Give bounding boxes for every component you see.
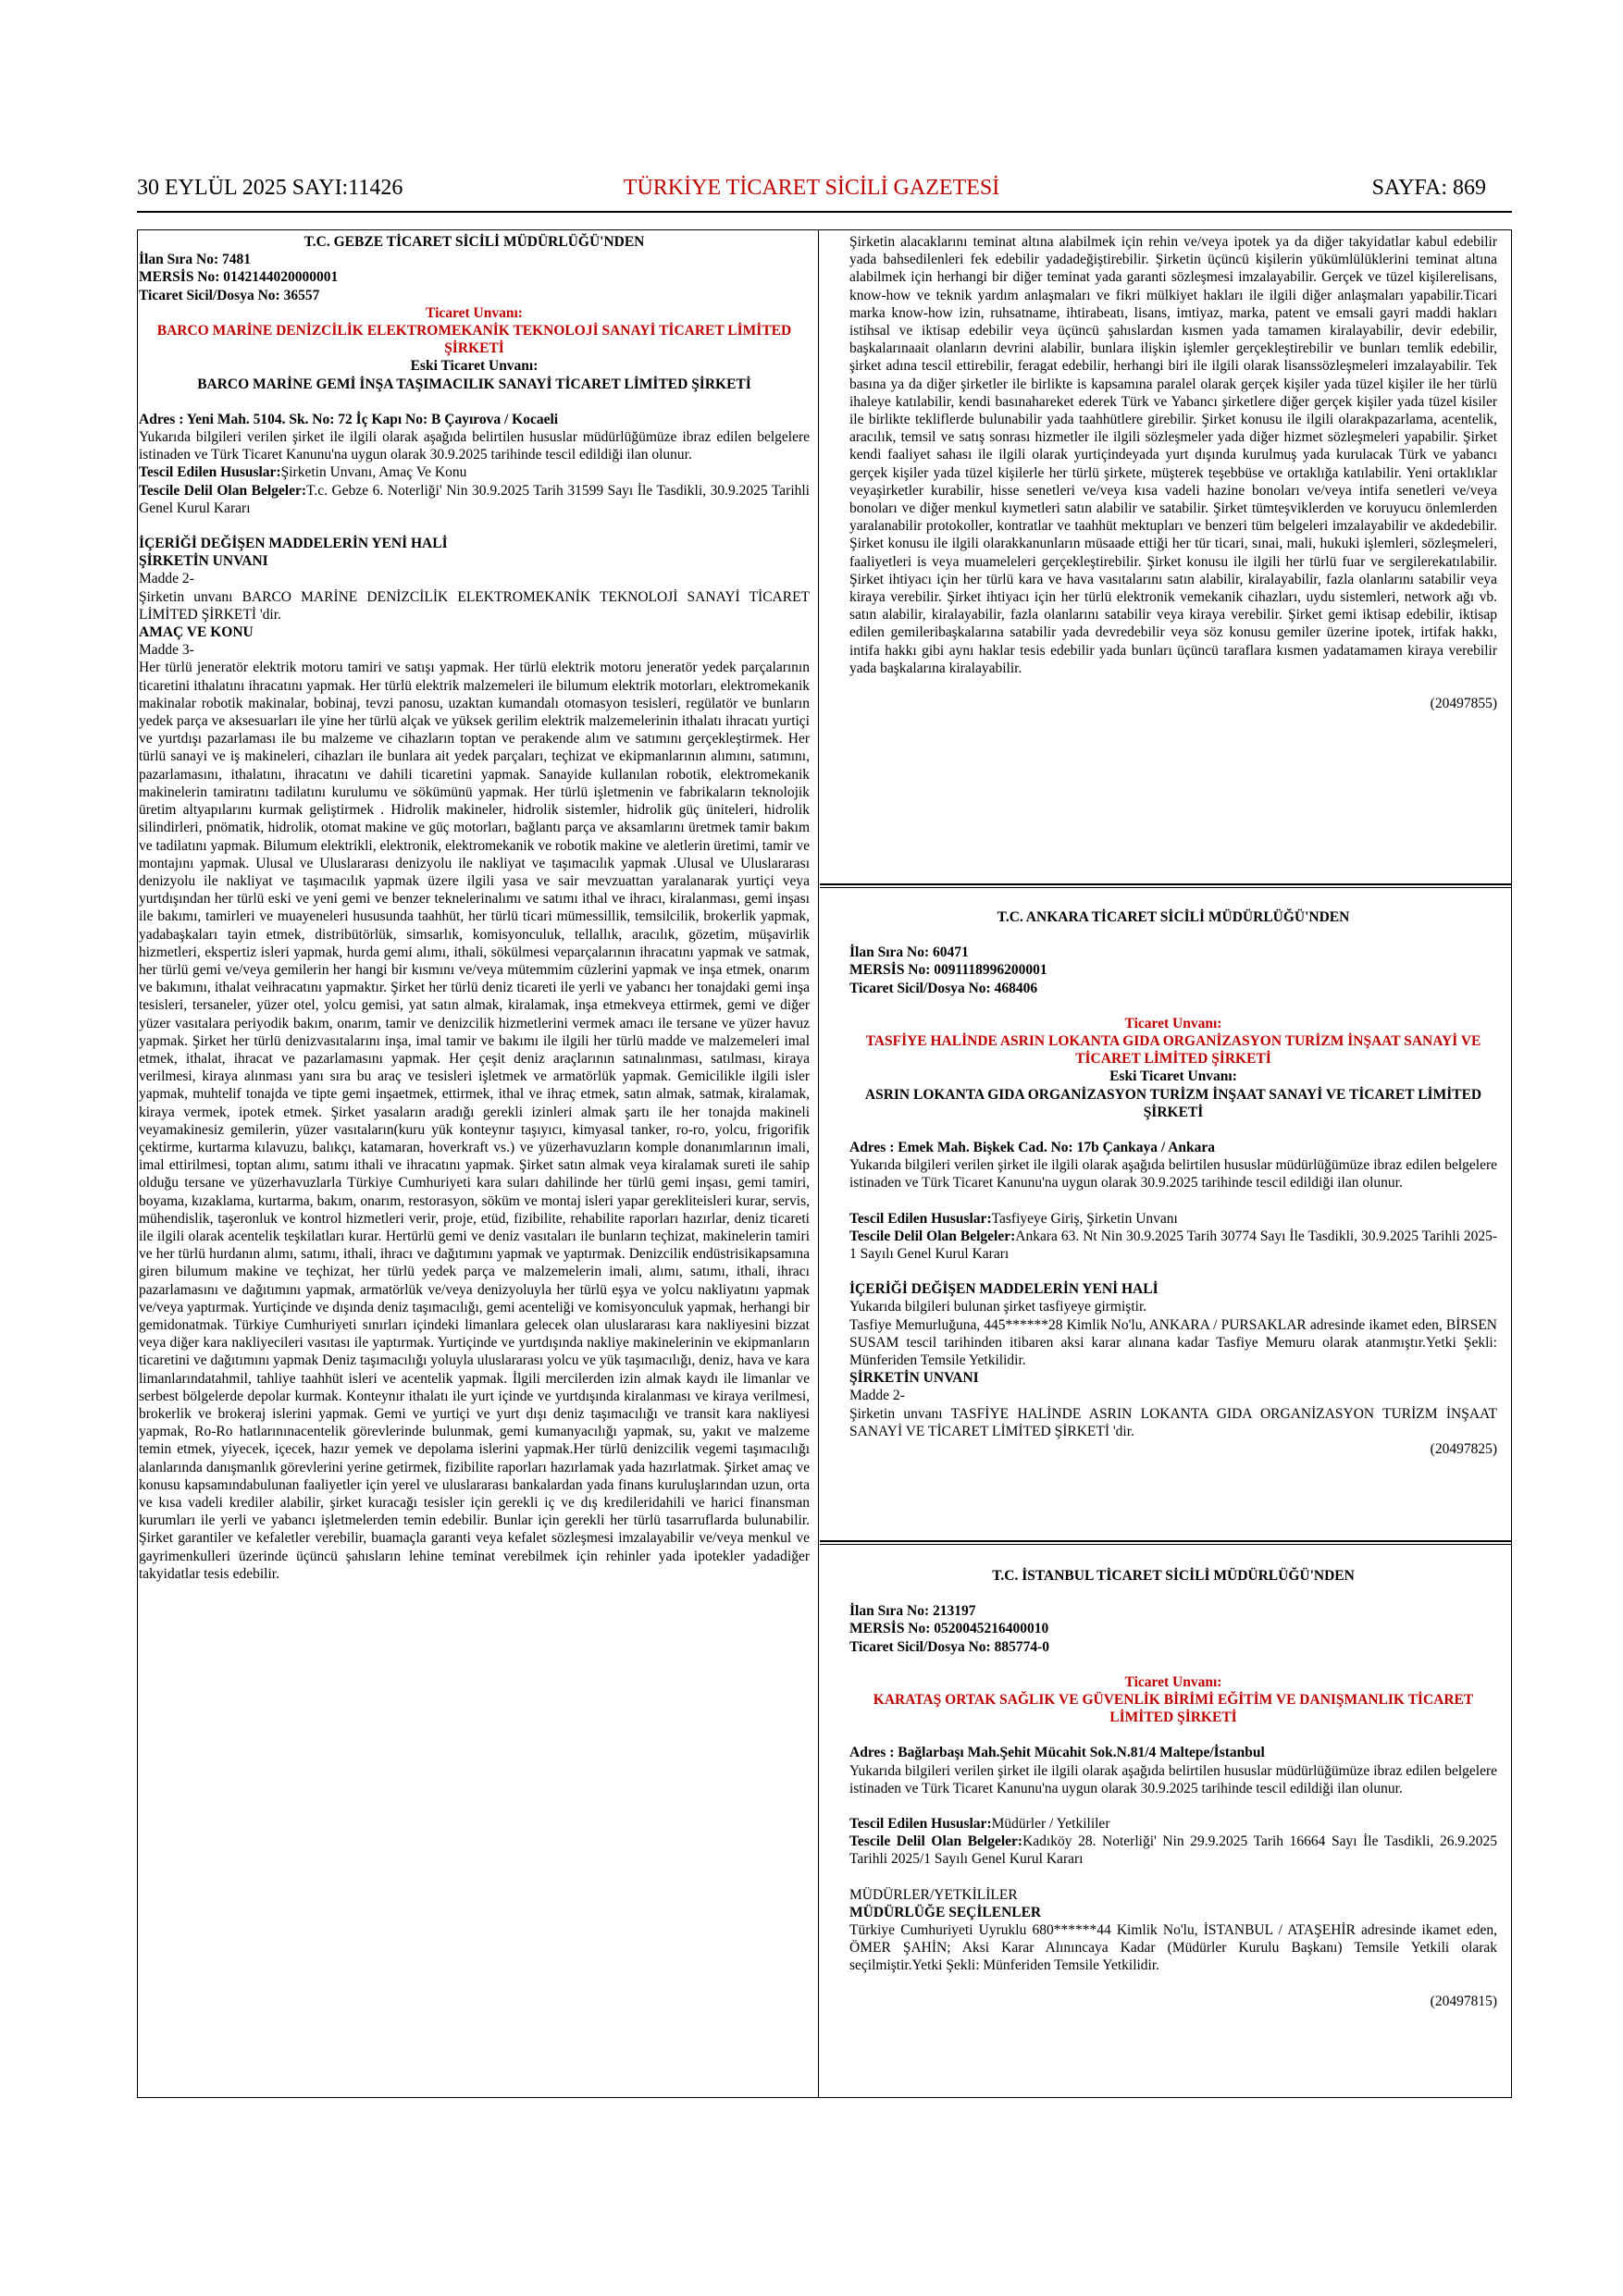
belge-label: Tescile Delil Olan Belgeler: bbox=[849, 1228, 1016, 1244]
madde-2: Madde 2- bbox=[849, 1388, 905, 1404]
gazette-title: TÜRKİYE TİCARET SİCİLİ GAZETESİ bbox=[623, 176, 1000, 200]
unvan-label: Ticaret Unvanı: bbox=[1124, 1673, 1222, 1690]
liquidation-line: Yukarıda bilgileri bulunan şirket tasfiyeye girmiştir. bbox=[849, 1299, 1147, 1315]
notice-ref: (20497815) bbox=[1430, 1993, 1497, 2009]
unvan-label: Ticaret Unvanı: bbox=[426, 304, 523, 321]
manager-text: Türkiye Cumhuriyeti Uyruklu 680******44 Kimlik No'lu, İSTANBUL / ATAŞEHİR adresinde ikamet eden, ÖMER ŞAHİN; Aksi Karar Alınıncaya Kadar (Müdürler Kurulu Başkanı) Temsile Yetkili olarak seçilmiştir.Yetki Şekli: Münferiden Temsile Yetkilidir. bbox=[849, 1922, 1497, 1974]
sicil-no: Ticaret Sicil/Dosya No: 468406 bbox=[849, 980, 1038, 996]
old-name-label: Eski Ticaret Unvanı: bbox=[410, 358, 539, 375]
mersis-no: MERSİS No: 0091118996200001 bbox=[849, 962, 1047, 979]
elected-heading: MÜDÜRLÜĞE SEÇİLENLER bbox=[849, 1904, 1042, 1920]
company-name: BARCO MARİNE DENİZCİLİK ELEKTROMEKANİK TEKNOLOJİ SANAYİ TİCARET LİMİTED ŞİRKETİ bbox=[156, 323, 792, 357]
page-number: SAYFA: 869 bbox=[1371, 176, 1486, 200]
liquidator-line: Tasfiye Memurluğuna, 445******28 Kimlik No'lu, ANKARA / PURSAKLAR adresinde ikamet eden, BİRSEN SUSAM tescil tarihinden itibaren aksi karar alınana kadar Tasfiye Memuru olarak atanmıştır.Yetki Şekli: Münferiden Temsile Yetkilidir. bbox=[849, 1316, 1497, 1369]
notice-ref: (20497855) bbox=[1430, 696, 1497, 712]
madde-2-text: Şirketin unvanı BARCO MARİNE DENİZCİLİK ELEKTROMEKANİK TEKNOLOJİ SANAYİ TİCARET LİMİTED ŞİRKETİ 'dir. bbox=[139, 588, 810, 623]
notice-separator bbox=[820, 883, 1512, 885]
belge-value: Kadıköy 28. Noterliği' Nin 29.9.2025 Tarih 16664 Sayı İle Tasdikli, 26.9.2025 Tarihli 2025/1 Sayılı Genel Kurul Kararı bbox=[849, 1833, 1497, 1868]
madde-3-continued: Şirketin alacaklarını teminat altına alabilmek için rehin ve/veya ipotek ya da diğer takyidatlar kabul edebilir yada bahsedilenleri fek edebilir yadadeğiştirebilir. Şirketin üçüncü kişilerin yükümlülüklerini teminat altına alabilmek için herhangi bir diğer teminat yada garanti sözleşmesi imzalayabilir. Gerçek ve tüzel kişilerelisans, know-how ve teknik yardım anlaşmaları ve fikri mülkiyet hakları ile ilgili diğer anlaşmaları yapabilir.Ticari marka know-how izin, ruhsatname, ihtirabeatı, lisans, imtiyaz, marka, patent ve emsali gayri maddi hakları istihsal ve iktisap edebilir veya üçüncü şahıslardan kısmen yada tamamen kiralayabilir, devir edebilir, başkalarınaait olanların devrini alabilir, bunlara ilişkin işlemler gerçekleştirebilir ve bunları temlik edebilir, şirket adına tescil ettirebilir, feragat edebilir, herhangi biri ile ilgili olarak lisanssözleşmeleri imzalayabilir. Tek basına ya da diğer şirketler ile birlikte is kapsamına paralel olarak gerçek kişiler yada tüzel kişiler ile her türlü ihaleye katılabilir, kendi basınahareket ederek Türk ve Yabancı şirketlere diğer gerçek kişiler yada tüzel kisiler ile birlikte tekliflerde bulunabilir yada taahhütlere girebilir. Şirket konusu ile ilgili olarakpazarlama, acentelik, aracılık, temsil ve satış sonrası hizmetler ile ilgili sözleşmeler yada diğer hizmet sözleşmeleri yapabilir. Şirket kendi faaliyet sahası ile ilgili olarak yurtiçindeyada yurt dışında kurulmuş yada kurulacak Türk ve yabancı gerçek kişiler yada tüzel kişilerle her türlü şirkete, müşterek teşebbüse ve ortaklığa katılabilir. Yeni ortaklıklar veyaşirketler kurabilir, hisse senetleri ve/veya kısa vadeli hazine bonoları ve/veya intifa senetleri ve/veya bonoları ve diğer menkul kıymetleri satın alabilir ve satabilir. Şirket tümteşviklerden ve koruyucu önlemlerden yaralanabilir protokoller, kontratlar ve taahhüt mektupları ve benzeri tüm belgeleri imzalayabilir ve akdedebilir. Şirket konusu ile ilgili olarakkanunların müsaade ettiği her tür ticari, sınai, mali, hukuki işlemleri, sözleşmeleri, faaliyetleri is veya muameleleri gerçekleştirebilir. Şirket konusu ile ilgili her türlü fuar ve sergilerekatılabilir. Şirket ihtiyacı için her türlü kara ve hava vasıtalarını satın alabilir, kiralayabilir, fazla olanlarını satabilir veya kiraya verebilir. Şirket ihtiyacı için her türlü elektronik vemekanik cihazları, uydu sistemleri, network ağı vb. satın alabilir, kiralayabilir, fazla olanlarını satabilir veya kiraya verebilir. Şirket gemi iktisap edebilir, iktisap edilen gemileribaşkalarına satabilir yada devredebilir veya söz konusu gemiler üzerine ipotek, irtifak hakkı, intifa hakkı gibi aynı haklar tesis edebilir yada bunları üçüncü taraflara kısmen yadatamamen kiraya verebilir yada başkalarına kiralayabilir. bbox=[849, 234, 1497, 676]
old-company-name: ASRIN LOKANTA GIDA ORGANİZASYON TURİZM İNŞAAT SANAYİ VE TİCARET LİMİTED ŞİRKETİ bbox=[864, 1086, 1482, 1120]
sicil-no: Ticaret Sicil/Dosya No: 885774-0 bbox=[849, 1638, 1049, 1655]
ilan-no: İlan Sıra No: 213197 bbox=[849, 1603, 976, 1620]
intro-text: Yukarıda bilgileri verilen şirket ile ilgili olarak aşağıda belirtilen hususlar müdürlüğümüze ibraz edilen belgelere istinaden ve Türk Ticaret Kanunu'na uygun olarak 30.9.2025 tarihinde tescil edildiği ilan olunur. bbox=[849, 1762, 1497, 1796]
column-divider bbox=[818, 229, 819, 2098]
mersis-no: MERSİS No: 0142144020000001 bbox=[139, 269, 339, 286]
tescil-value: Müdürler / Yetkililer bbox=[991, 1816, 1110, 1833]
tescil-value: Tasfiyeye Giriş, Şirketin Unvanı bbox=[991, 1210, 1178, 1227]
notice-istanbul bbox=[849, 1567, 1497, 2010]
issue-date: 30 EYLÜL 2025 SAYI:11426 bbox=[137, 176, 403, 200]
changed-heading: İÇERİĞİ DEĞİŞEN MADDELERİN YENİ HALİ bbox=[139, 536, 448, 552]
managers-heading: MÜDÜRLER/YETKİLİLER bbox=[849, 1886, 1018, 1903]
unvan-heading: ŞİRKETİN UNVANI bbox=[849, 1370, 979, 1387]
unvan-heading: ŞİRKETİN UNVANI bbox=[139, 553, 268, 570]
address: Adres : Emek Mah. Bişkek Cad. No: 17b Çankaya / Ankara bbox=[849, 1140, 1216, 1156]
mersis-no: MERSİS No: 0520045216400010 bbox=[849, 1621, 1049, 1637]
right-column bbox=[849, 233, 1497, 712]
tescil-label: Tescil Edilen Hususlar: bbox=[139, 464, 281, 481]
belge-value: T.c. Gebze 6. Noterliği' Nin 30.9.2025 Tarih 31599 Sayı İle Tasdikli, 30.9.2025 Tarihli Genel Kurul Kararı bbox=[139, 482, 810, 516]
old-name-label: Eski Ticaret Unvanı: bbox=[1109, 1068, 1237, 1085]
sicil-no: Ticaret Sicil/Dosya No: 36557 bbox=[139, 287, 320, 303]
madde-3-text: Her türlü jeneratör elektrik motoru tamiri ve satışı yapmak. Her türlü elektrik motoru jeneratör yedek parçalarının ticaretini ithalatını ihracatını yapmak. Her türlü elektrik malzemeleri ile bilumum elektrik motorları, elektromekanik makinalar robotik makinalar, bobinaj, tevzi panosu, uzaktan kumandalı otomasyon tesisleri, regülatör ve bunların yedek parça ve aksesuarları ile yine her türlü alçak ve yüksek gerilim elektrik malzemelerinin ithalatı ihracatı yurtiçi ve yurtdışı pazarlaması ile bu malzeme ve cihazların toptan ve perakende alım ve satımını gerçekleştirmek. Her türlü sanayi ve iş makineleri, cihazları ile bunlara ait yedek parçaları, teçhizat ve ekipmanlarının alımını, satımını, pazarlamasını, ithalatını, ihracatını ve dahili ticaretini yapmak. Sanayide kullanılan robotik, elektromekanik makinelerin tamiratını tadilatını kurulumu ve sökümünü yapmak. Her türlü işletmenin ve fabrikaların teknolojik üretim altyapılarını kurmak geliştirmek . Hidrolik makineler, hidrolik sistemler, hidrolik güç üniteleri, hidrolik silindirleri, pnömatik, hidrolik, otomat makine ve güç motorları, bağlantı parça ve aksamlarını üretmek tamir bakım ve tadilatını yapmak. Bilumum elektrikli, elektronik, elektromekanik ve robotik makine ve aletlerin üretimi, tamir ve montajını yapmak. Ulusal ve Uluslararası denizyolu ile nakliyat ve taşımacılık yapmak .Ulusal ve Uluslararası denizyolu ile nakliyat ve taşımacılık yapmak üzere ilgili yasa ve sair mevzuattan yaralanarak yurtiçi veya yurtdışından her türlü eski ve yeni gemi ve benzer teknelerinalımı ve satımı ithal ve ihracı, kiralanması, gemi inşası ile bakımı, tamirleri ve muayeneleri hususunda taahhüt, her türlü ticari mümessillik, temsilcilik, brokerlik yapmak, yadabaşkaları tayin etmek, distribütörlük, simsarlık, komisyonculuk, tellallık, aracılık, gözetim, müşavirlik hizmetleri, ekspertiz isleri yapmak, hurda gemi alımı, ithali, sökülmesi veparçalarının ihracatını yapmak ve satmak, her türlü gemi ve/veya gemilerin her hangi bir kısmını ve/veya mütemmim cüzlerini yapmak ve inşa etmek, onarım ve bakımını, ithalat veihracatını yapmaktır. Şirket her türlü deniz ticareti ile yerli ve yabancı her tonajdaki gemi inşa tesisleri, tersaneler, yüzer otel, yolcu gemisi, yat satın almak, kiralamak, inşa etmekveya ettirmek, gemi ve diğer yüzer vasıtalara periyodik bakım, onarım, tamir ve denizcilik hizmetlerini vermek amacı ile tersane ve yüzer havuz yapmak. Şirket her türlü denizvasıtalarını inşa, imal tamir ve bakımı ile ilgili her türlü madde ve malzemeleri imal etmek, ithalat, ihracat ve pazarlamasını yapmak. Her çeşit deniz araçlarının satınalınması, satılması, kiraya verilmesi, kiraya alınması yanı sıra bu araç ve tesisleri işletmek ve armatörlük yapmak. Gemicilikle ilgili isler yapmak, muhtelif tonajda ve tipte gemi inşaetmek, ettirmek, ithal ve ihraç etmek, satın almak, satmak, kiralamak, kiraya vermek, ipotek etmek. Şirket yasaların aradığı gerekli izinleri almak şartı ile her tonajda makineli veyamakinesiz gemilerin, yüzer vasıtaların(kuru yük konteynır taşıyıcı, kimyasal tanker, ro-ro, yolcu, frigorifik çektirme, kurtarma kılavuzu, balıkçı, katamaran, hoverkraft vs.) ve yüzerhavuzların komple donanımlarının imali, imal ettirilmesi, toptan alımı, satımı ithali ve ihracatını yapmak. Şirket satın almak veya kiralamak sureti ile sahip olduğu tersane ve yüzerhavuzlarla Türkiye Cumhuriyeti kara suları dahilinde her türlü gemi inşası, gemi tamiri, boyama, kızaklama, kurtarma, bakım, onarım, restorasyon, söküm ve montaj isleri yapar gerekliteisleri kurar, servis, mühendislik, taşeronluk ve kontrol hizmetleri verir, proje, etüd, fizibilite, rehabilite raporları hazırlar, deniz ticareti ile ilgili olarak acentelik teşkilatları kurar. Hertürlü gemi ve deniz vasıtaları ile bunların teçhizat, makinelerin tamiri ve her türlü hurdanın alımı, satımı, ithali, ihracı ve dağıtımını yapmak ve yaptırmak. Denizcilik endüstrisikapsamına giren bilumum makine ve teçhizat, her türlü yedek parça ve malzemelerin imali, alımı, satımı, ithali, ihracı pazarlamasını ve dağıtımını yapmak, armatörlük ve/veya denizyoluyla her türlü eşya ve yolcu nakliyatını yapmak ve/veya yaptırmak. Yurtiçinde ve dışında deniz taşımacılığı, gemi acenteliği ve komisyonculuk yapmak, herhangi bir gemidonatmak. Türkiye Cumhuriyeti sınırları içindeki limanlara gelecek olan uluslararası kara nakliyesini bizzat veya diğer kara nakliyecileri vasıtası ile yaptırmak. Yurtiçinde ve yurtdışında nakliye makinelerinin ve ekipmanların ticaretini ve dağıtımını yapmak Deniz taşımacılığı yoluyla uluslararası yolcu ve yük taşımacılığı, deniz, hava ve kara limanlarındatahmil, tahliye taahhüt isleri ve acentelik yapmak. İlgili mercilerden izin almak kaydı ile limanlar ve serbest bölgelerde depolar kurmak. Konteynır ithalatı ile yurt içinde ve yurtdışında kiralanması ve kiraya verilmesi, brokerlik ve brokeraj islerini yapmak. Gemi ve yurtiçi ve yurt dışı deniz taşımacılığı ve transit kara nakliyesi yapmak, Ro-Ro hatlarınınacentelik görevlerinde bulunmak, gemi kumanyacılığı yapmak, su, yakıt ve malzeme temin etmek, yiyecek, içecek, hazır yemek ve depolama islerini yapmak.Her türlü denizcilik vegemi taşımacılığı alanlarında danışmanlık görevlerini yerine getirmek, fizibilite raporları hazırlamak yada hazırlatmak. Şirket amaç ve konusu kapsamındabulunan faaliyetler için yerel ve uluslararası bankalardan yada finans kuruluşlarından uzun, orta ve kısa vadeli krediler alabilir, şirket kuracağı tesisler için gerekli iç ve dış kredileridahili ve harici finansman kurumları ile yerli ve yabancı işletmelerden temin edebilir. Bunlar için gerekli her türlü tasarruflarda bulunabilir. Şirket garantiler ve kefaletler verebilir, buamaçla garanti veya kefalet sözleşmesi imzalayabilir ve/veya menkul ve gayrimenkulleri üzerinde üçüncü şahısların lehine teminat verebilmek için rehinler yada ipotekler yadadiğer takyidatlar tesis edebilir. bbox=[139, 660, 810, 1582]
changed-heading: İÇERİĞİ DEĞİŞEN MADDELERİN YENİ HALİ bbox=[849, 1281, 1158, 1298]
company-name: TASFİYE HALİNDE ASRIN LOKANTA GIDA ORGANİZASYON TURİZM İNŞAAT SANAYİ VE TİCARET LİMİTED ŞİRKETİ bbox=[865, 1033, 1481, 1068]
tescil-value: Şirketin Unvanı, Amaç Ve Konu bbox=[280, 464, 467, 481]
directorate-title: T.C. GEBZE TİCARET SİCİLİ MÜDÜRLÜĞÜ'NDEN bbox=[304, 234, 645, 250]
header-rule bbox=[137, 211, 1512, 213]
madde-2-text: Şirketin unvanı TASFİYE HALİNDE ASRIN LOKANTA GIDA ORGANİZASYON TURİZM İNŞAAT SANAYİ VE TİCARET LİMİTED ŞİRKETİ 'dir. bbox=[849, 1405, 1497, 1439]
intro-text: Yukarıda bilgileri verilen şirket ile ilgili olarak aşağıda belirtilen hususlar müdürlüğümüze ibraz edilen belgelere istinaden ve Türk Ticaret Kanunu'na uygun olarak 30.9.2025 tarihinde tescil edildiği ilan olunur. bbox=[849, 1157, 1497, 1191]
belge-label: Tescile Delil Olan Belgeler: bbox=[849, 1833, 1023, 1850]
notice-separator bbox=[820, 1540, 1512, 1542]
address: Adres : Bağlarbaşı Mah.Şehit Mücahit Sok.N.81/4 Maltepe/İstanbul bbox=[849, 1745, 1265, 1761]
notice-separator-thin bbox=[820, 887, 1512, 888]
intro-text: Yukarıda bilgileri verilen şirket ile ilgili olarak aşağıda belirtilen hususlar müdürlüğümüze ibraz edilen belgelere istinaden ve Türk Ticaret Kanunu'na uygun olarak 30.9.2025 tarihinde tescil edildiği ilan olunur. bbox=[139, 429, 810, 463]
amac-heading: AMAÇ VE KONU bbox=[139, 624, 254, 641]
notice-ref: (20497825) bbox=[1430, 1441, 1497, 1458]
company-name: KARATAŞ ORTAK SAĞLIK VE GÜVENLİK BİRİMİ EĞİTİM VE DANIŞMANLIK TİCARET LİMİTED ŞİRKETİ bbox=[873, 1692, 1474, 1726]
tescil-label: Tescil Edilen Hususlar: bbox=[849, 1210, 992, 1227]
belge-value: Ankara 63. Nt Nin 30.9.2025 Tarih 30774 Sayı İle Tasdikli, 30.9.2025 Tarihli 2025-1 Sayılı Genel Kurul Kararı bbox=[849, 1228, 1497, 1263]
page-header bbox=[137, 176, 1486, 209]
madde-2: Madde 2- bbox=[139, 571, 194, 587]
directorate-title: T.C. İSTANBUL TİCARET SİCİLİ MÜDÜRLÜĞÜ'NDEN bbox=[992, 1568, 1355, 1584]
notice-separator-thin bbox=[820, 1544, 1512, 1545]
ilan-no: İlan Sıra No: 7481 bbox=[139, 252, 251, 268]
notice-gebze bbox=[139, 233, 810, 1583]
unvan-label: Ticaret Unvanı: bbox=[1124, 1015, 1222, 1031]
old-company-name: BARCO MARİNE GEMİ İNŞA TAŞIMACILIK SANAYİ TİCARET LİMİTED ŞİRKETİ bbox=[197, 376, 751, 392]
ilan-no: İlan Sıra No: 60471 bbox=[849, 944, 969, 961]
belge-label: Tescile Delil Olan Belgeler: bbox=[139, 482, 307, 499]
directorate-title: T.C. ANKARA TİCARET SİCİLİ MÜDÜRLÜĞÜ'NDEN bbox=[997, 909, 1350, 925]
madde-3: Madde 3- bbox=[139, 642, 194, 659]
tescil-label: Tescil Edilen Hususlar: bbox=[849, 1816, 992, 1833]
address: Adres : Yeni Mah. 5104. Sk. No: 72 İç Kapı No: B Çayırova / Kocaeli bbox=[139, 411, 559, 427]
notice-ankara bbox=[849, 908, 1497, 1458]
